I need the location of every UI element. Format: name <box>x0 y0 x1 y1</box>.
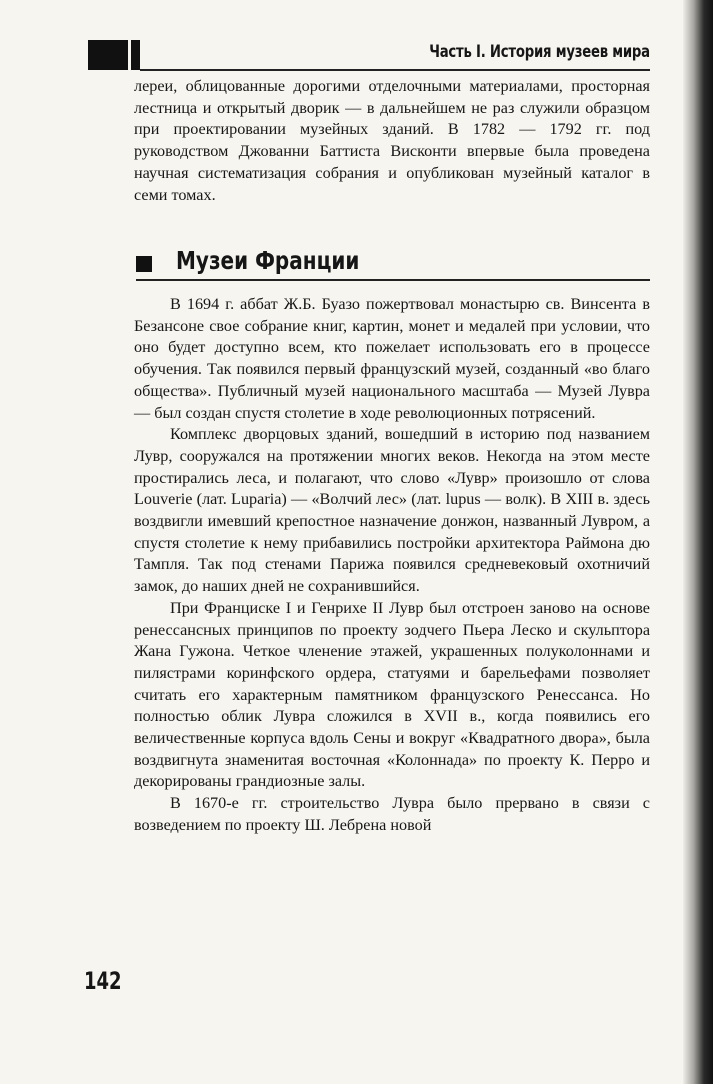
running-title: Часть I. История музеев мира <box>429 42 650 62</box>
section-rule <box>136 279 650 281</box>
paragraph: В 1670-е гг. строительство Лувра было прервано в связи с возведением по проекту Ш. Лебрена новой <box>134 794 650 834</box>
body-text <box>134 294 650 837</box>
section-title: Музеи Франции <box>176 246 360 275</box>
section-bullet-icon <box>136 256 152 272</box>
paragraph: Комплекс дворцовых зданий, вошедший в историю под названием Лувр, сооружался на протяжении многих веков. Некогда на этом месте простирались леса, и полагают, что слово «Лувр» произошло от слова Louverie (лат. Luparia) — «Волчий лес» (лат. lupus — волк). В XIII в. здесь воздвигли имевший крепостное назначение донжон, названный Лувром, а спустя столетие к нему прибавились постройки архитектора Раймона дю Тампля. Так под стенами Парижа появился средневековый охотничий замок, до наших дней не сохранившийся. <box>134 425 650 596</box>
paragraph: В 1694 г. аббат Ж.Б. Буазо пожертвовал монастырю св. Винсента в Безансоне свое собрание книг, картин, монет и медалей при условии, что оно будет доступно всем, кто пожелает использовать его в процессе обучения. Так появился первый французский музей, созданный «во благо общества». Публичный музей национального масштаба — Музей Лувра — был создан спустя столетие в ходе революционных потрясений. <box>134 295 650 422</box>
header-rule <box>140 69 650 71</box>
page-number: 142 <box>84 967 122 995</box>
paragraph: лереи, облицованные дорогими отделочными материалами, просторная лестница и открытый дворик — в дальнейшем не раз служили образцом при проектировании музейных зданий. В 1782 — 1792 гг. под руководством Джованни Баттиста Висконти впервые была проведена научная систематизация собрания и опубликован музейный каталог в семи томах. <box>134 77 650 204</box>
book-binding-shadow <box>683 0 713 1084</box>
section-heading <box>136 246 650 278</box>
header-marker <box>88 40 128 70</box>
continued-paragraph <box>134 76 650 206</box>
paragraph: При Франциске I и Генрихе II Лувр был отстроен заново на основе ренессансных принципов по проекту зодчего Пьера Леско и скульптора Жана Гужона. Четкое членение этажей, украшенных полуколоннами и пилястрами коринфского ордера, статуями и барельефами позволяет считать его характерным памятником французского Ренессанса. Но полностью облик Лувра сложился в XVII в., когда появились его величественные корпуса вдоль Сены и вокруг «Квадратного двора», была воздвигнута знаменитая восточная «Колоннада» по проекту К. Перро и декорированы грандиозные залы. <box>134 598 650 791</box>
